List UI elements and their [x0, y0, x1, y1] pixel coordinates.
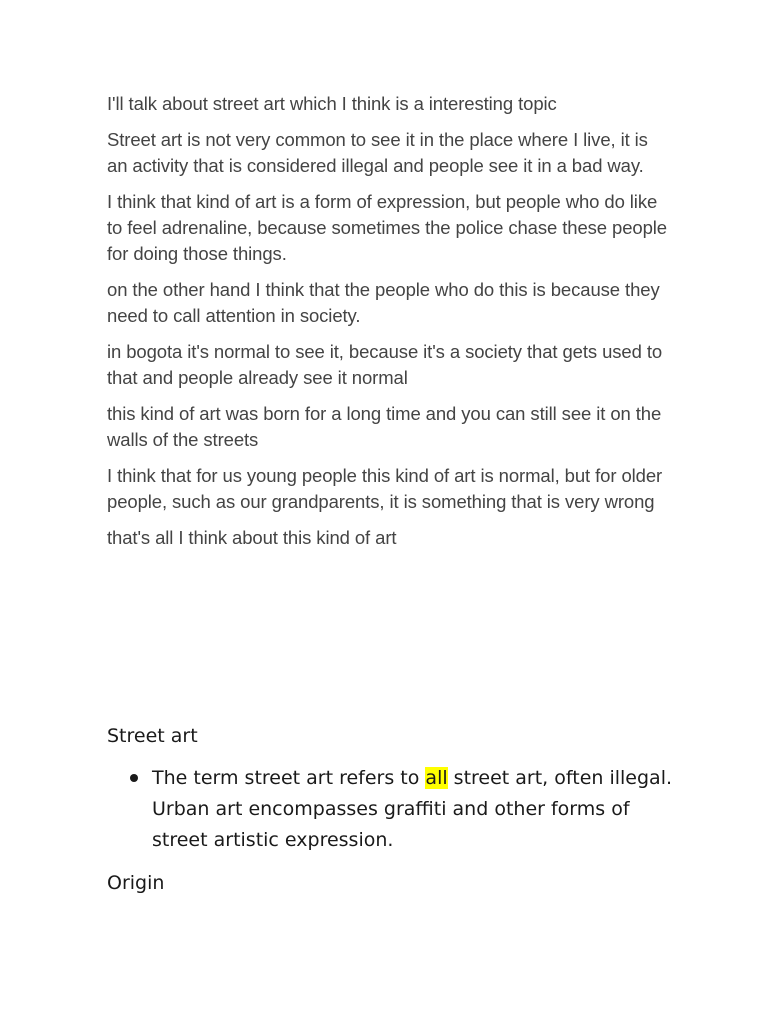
essay-paragraph: Street art is not very common to see it in the place where I live, it is an activity that is considered illegal and people see it in a bad way.	[107, 129, 648, 176]
notes-section	[107, 721, 677, 898]
essay-paragraph: I'll talk about street art which I think is a interesting topic	[107, 93, 557, 114]
essay-paragraph: I think that for us young people this kind of art is normal, but for older people, such as our grandparents, it is something that is very wrong	[107, 465, 663, 512]
highlighted-text: all	[425, 767, 448, 789]
bullet-icon	[130, 774, 138, 782]
list-item	[107, 763, 677, 856]
essay-paragraph: that's all I think about this kind of art	[107, 527, 397, 548]
essay-body	[107, 91, 667, 561]
section-heading: Street art	[107, 725, 198, 747]
essay-paragraph: this kind of art was born for a long time and you can still see it on the walls of the streets	[107, 403, 662, 450]
essay-paragraph: in bogota it's normal to see it, because it's a society that gets used to that and people already see it normal	[107, 341, 663, 388]
essay-paragraph: I think that kind of art is a form of expression, but people who do like to feel adrenaline, because sometimes the police chase these people for doing those things.	[107, 191, 667, 264]
bullet-list	[107, 763, 677, 856]
bullet-text-before: The term street art refers to	[152, 767, 426, 789]
essay-paragraph: on the other hand I think that the people who do this is because they need to call attention in society.	[107, 279, 660, 326]
bullet-text-after: street art, often illegal. Urban art encompasses graffiti and other forms of street artistic expression.	[152, 767, 673, 851]
section-subheading: Origin	[107, 872, 165, 894]
